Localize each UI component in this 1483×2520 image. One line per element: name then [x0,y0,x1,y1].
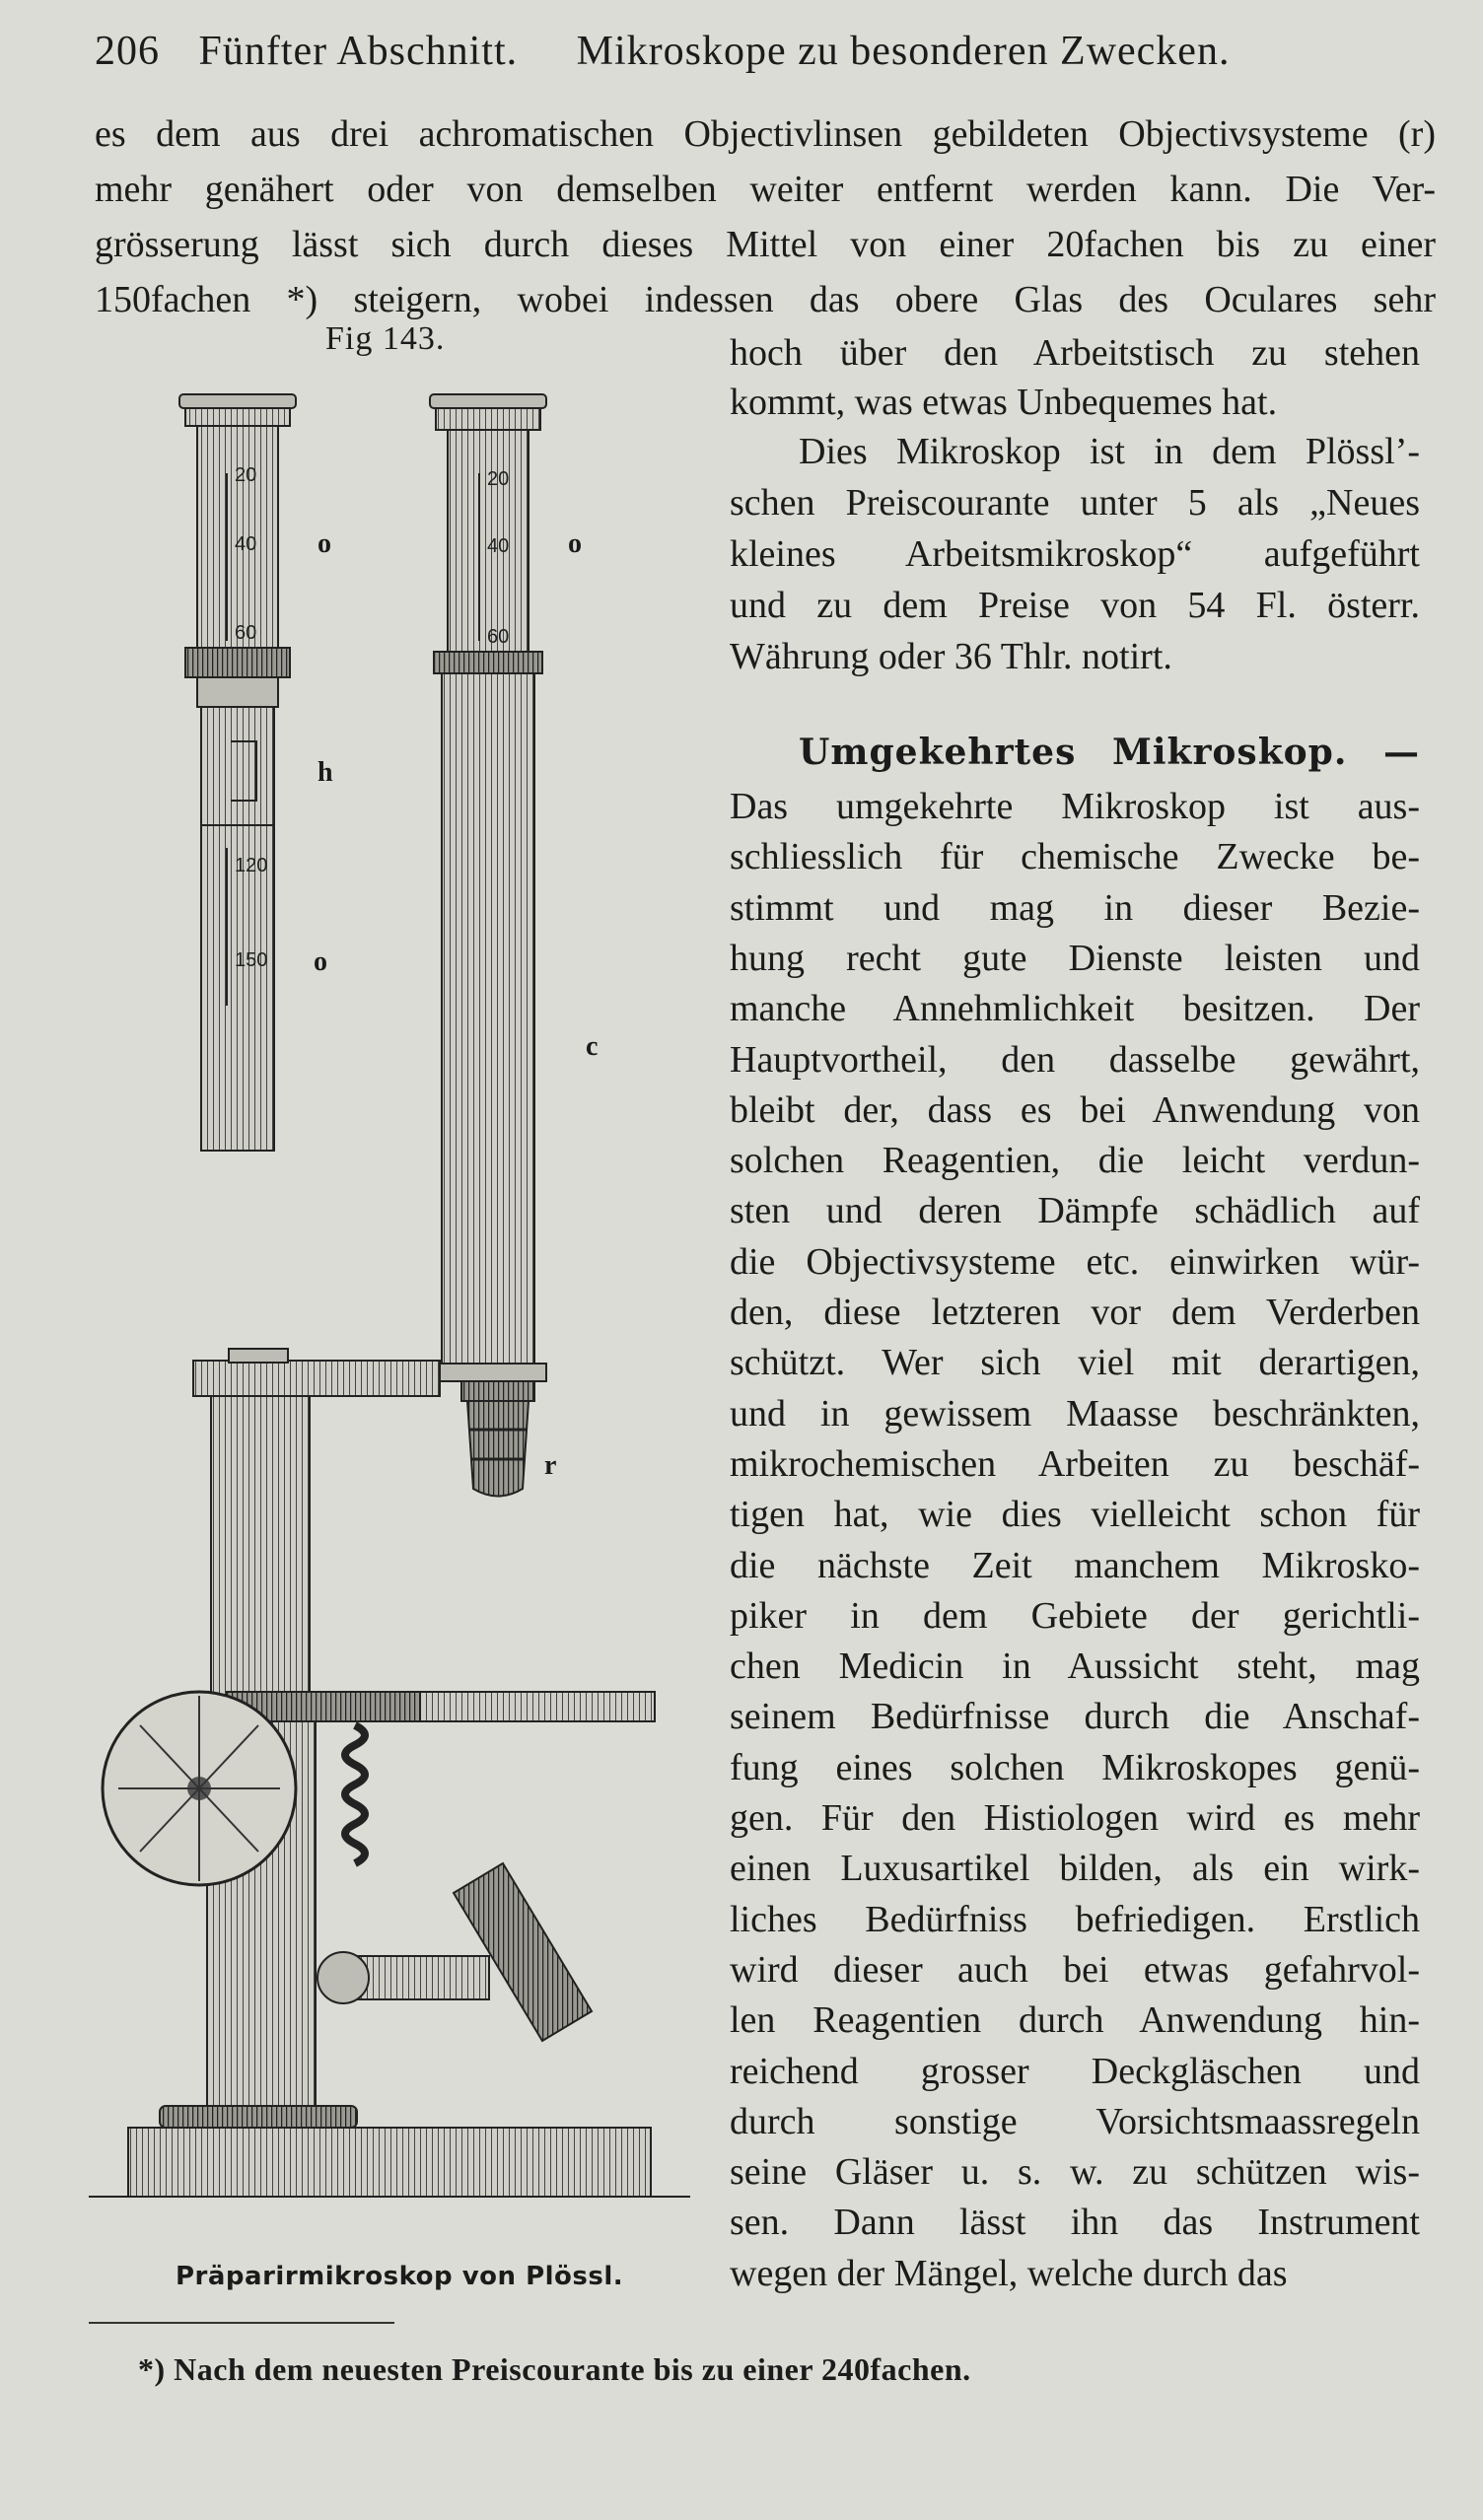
body-line: wegen der Mängel, welche durch das [730,2253,1288,2294]
body-line: und in gewissem Maasse beschränkten, [730,1393,1420,1435]
page-number: 206 [95,29,160,74]
body-line: einen Luxusartikel bilden, als ein wirk- [730,1848,1420,1889]
body-line: Hauptvortheil, den dasselbe gewährt, [730,1039,1420,1081]
scale-label: 40 [235,533,257,555]
body-line: wird dieser auch bei etwas gefahrvol- [730,1949,1420,1991]
body-line: kleines Arbeitsmikroskop“ aufgeführt [730,533,1420,575]
scale-label: 60 [487,626,510,648]
body-line: die Objectivsysteme etc. einwirken wür- [730,1241,1420,1283]
section-heading: Umgekehrtes Mikroskop. — [799,732,1420,773]
microscope-illustration [59,375,690,2238]
figure-letter-o: o [314,946,327,977]
body-line: sen. Dann lässt ihn das Instrument [730,2202,1420,2243]
scale-label: 40 [487,535,510,557]
body-line: schliesslich für chemische Zwecke be- [730,836,1420,877]
body-line: bleibt der, dass es bei Anwendung von [730,1089,1420,1131]
body-line: schen Preiscourante unter 5 als „Neues [730,482,1420,524]
figure-letter-c: c [586,1031,599,1062]
footnote: *) Nach dem neuesten Preiscourante bis zu einer 240fachen. [138,2351,971,2387]
intro-line: grösserung lässt sich durch dieses Mittel von einer 20fachen bis zu einer [95,224,1436,265]
stand [89,1349,690,2197]
body-line: seine Gläser u. s. w. zu schützen wis- [730,2151,1420,2193]
body-line: mikrochemischen Arbeiten zu beschäf- [730,1443,1420,1485]
body-line: piker in dem Gebiete der gerichtli- [730,1595,1420,1637]
intro-line: mehr genähert oder von demselben weiter entfernt werden kann. Die Ver- [95,169,1436,210]
chapter-title: Mikroskope zu besonderen Zwecken. [576,29,1231,74]
intro-line: es dem aus drei achromatischen Objectivlinsen gebildeten Objectivsysteme (r) [95,113,1436,155]
scale-label: 120 [235,855,268,876]
body-line: Das umgekehrte Mikroskop ist aus- [730,786,1420,827]
body-line: liches Bedürfniss befriedigen. Erstlich [730,1899,1420,1940]
body-line: hung recht gute Dienste leisten und [730,938,1420,979]
figure-caption: Präparirmikroskop von Plössl. [176,2262,624,2291]
figure-letter-h: h [318,757,333,788]
body-line: chen Medicin in Aussicht steht, mag [730,1645,1420,1687]
body-line: kommt, was etwas Unbequemes hat. [730,382,1278,423]
body-line: gen. Für den Histiologen wird es mehr [730,1797,1420,1839]
body-line: durch sonstige Vorsichtsmaassregeln [730,2101,1420,2142]
section-title: Fünfter Abschnitt. [198,29,519,74]
body-line: und zu dem Preise von 54 Fl. österr. [730,585,1420,626]
scale-label: 20 [487,468,510,490]
body-line: Währung oder 36 Thlr. notirt. [730,636,1172,677]
footnote-divider [89,2322,394,2324]
figure-letter-r: r [544,1450,557,1481]
body-line: sten und deren Dämpfe schädlich auf [730,1190,1420,1231]
body-line: solchen Reagentien, die leicht verdun- [730,1140,1420,1181]
body-line: fung eines solchen Mikroskopes genü- [730,1747,1420,1788]
intro-line: 150fachen *) steigern, wobei indessen das obere Glas des Oculares sehr [95,279,1436,320]
body-line: Dies Mikroskop ist in dem Plössl’- [799,431,1420,472]
body-line: reichend grosser Deckgläschen und [730,2051,1420,2092]
scale-label: 60 [235,622,257,644]
detached-eyepiece [179,394,296,1151]
body-line: seinem Bedürfnisse durch die Anschaf- [730,1696,1420,1737]
scale-label: 150 [235,949,268,971]
body-line: schützt. Wer sich viel mit derartigen, [730,1342,1420,1383]
objective-system [461,1381,534,1497]
body-line: manche Annehmlichkeit besitzen. Der [730,988,1420,1029]
body-line: tigen hat, wie dies vielleicht schon für [730,1494,1420,1535]
figure-letter-o: o [318,528,331,559]
body-line: stimmt und mag in dieser Bezie- [730,887,1420,929]
scale-label: 20 [235,464,257,486]
body-line: hoch über den Arbeitstisch zu stehen [730,332,1420,374]
body-line: die nächste Zeit manchem Mikrosko- [730,1545,1420,1586]
figure-label: Fig 143. [325,320,446,357]
figure-letter-o: o [568,528,582,559]
page-header [95,22,1455,81]
body-line: den, diese letzteren vor dem Verderben [730,1292,1420,1333]
body-line: len Reagentien durch Anwendung hin- [730,1999,1420,2041]
